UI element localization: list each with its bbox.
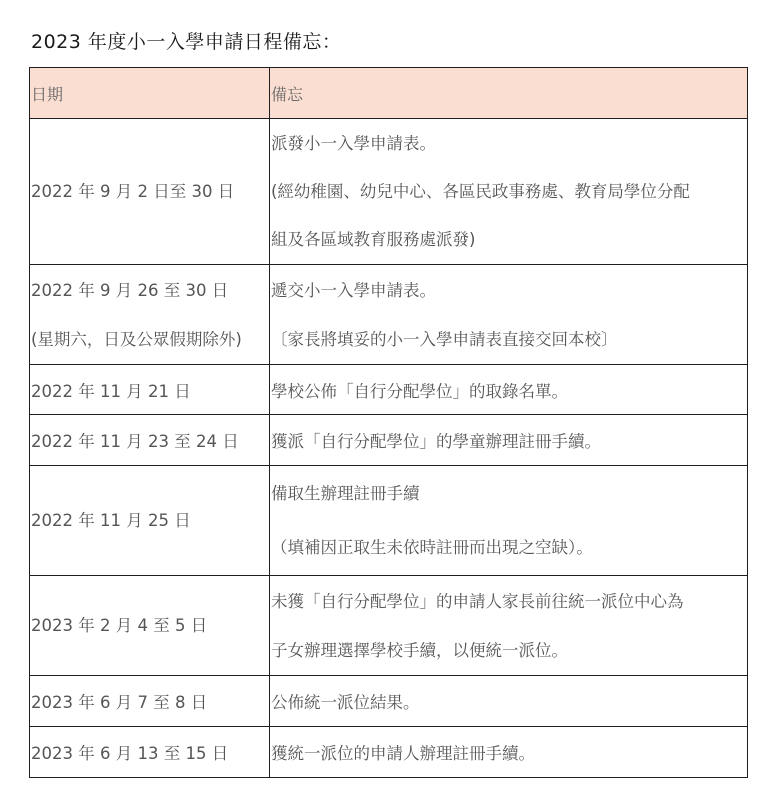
date-cell (30, 576, 270, 676)
date-text: 2022 年 11 月 21 日 (31, 381, 191, 401)
note-text: (經幼稚園、幼兒中心、各區民政事務處、教育局學位分配 (271, 181, 690, 201)
schedule-table (29, 67, 748, 778)
date-text: 2023 年 6 月 7 至 8 日 (31, 693, 208, 712)
note-cell (270, 265, 748, 365)
note-cell (270, 365, 748, 415)
note-cell (270, 676, 748, 727)
date-text: 2022 年 9 月 26 至 30 日 (31, 280, 229, 300)
note-cell (270, 466, 748, 576)
table-row (30, 119, 748, 265)
date-cell (30, 466, 270, 576)
note-text: 〔家長將填妥的小一入學申請表直接交回本校〕 (271, 329, 618, 349)
date-text: (星期六，日及公眾假期除外) (31, 329, 242, 349)
date-text: 2023 年 6 月 13 至 15 日 (31, 744, 229, 763)
date-text: 2022 年 11 月 23 至 24 日 (31, 432, 239, 451)
header-note: 備忘 (270, 68, 748, 119)
note-text: 派發小一入學申請表。 (271, 133, 436, 153)
table-row (30, 676, 748, 727)
table-row (30, 265, 748, 365)
note-text: 學校公佈「自行分配學位」的取錄名單。 (271, 381, 568, 401)
date-text: 2022 年 11 月 25 日 (31, 510, 191, 530)
note-cell (270, 415, 748, 466)
date-cell (30, 415, 270, 466)
date-cell (30, 365, 270, 415)
table-header-row (30, 68, 748, 119)
table-row (30, 576, 748, 676)
table-row (30, 365, 748, 415)
date-cell (30, 727, 270, 778)
note-text: 獲統一派位的申請人辦理註冊手續。 (271, 744, 535, 763)
note-text: 子女辦理選擇學校手續，以便統一派位。 (271, 640, 568, 660)
note-text: 公佈統一派位結果。 (271, 693, 420, 712)
note-cell (270, 727, 748, 778)
date-cell (30, 676, 270, 727)
note-text: 未獲「自行分配學位」的申請人家長前往統一派位中心為 (271, 591, 684, 611)
note-cell (270, 119, 748, 265)
page-title: 2023 年度小一入學申請日程備忘： (31, 31, 342, 53)
note-text: 獲派「自行分配學位」的學童辦理註冊手續。 (271, 432, 601, 451)
header-date: 日期 (30, 68, 270, 119)
note-text: 遞交小一入學申請表。 (271, 280, 436, 300)
date-cell (30, 119, 270, 265)
table-row (30, 415, 748, 466)
note-cell (270, 576, 748, 676)
table-row (30, 466, 748, 576)
note-text: 組及各區域教育服務處派發) (271, 229, 476, 249)
note-text: 備取生辦理註冊手續 (271, 483, 420, 503)
date-text: 2022 年 9 月 2 日至 30 日 (31, 181, 235, 201)
date-text: 2023 年 2 月 4 至 5 日 (31, 616, 208, 635)
note-text: （填補因正取生未依時註冊而出現之空缺）。 (271, 537, 593, 557)
date-cell (30, 265, 270, 365)
table-row (30, 727, 748, 778)
